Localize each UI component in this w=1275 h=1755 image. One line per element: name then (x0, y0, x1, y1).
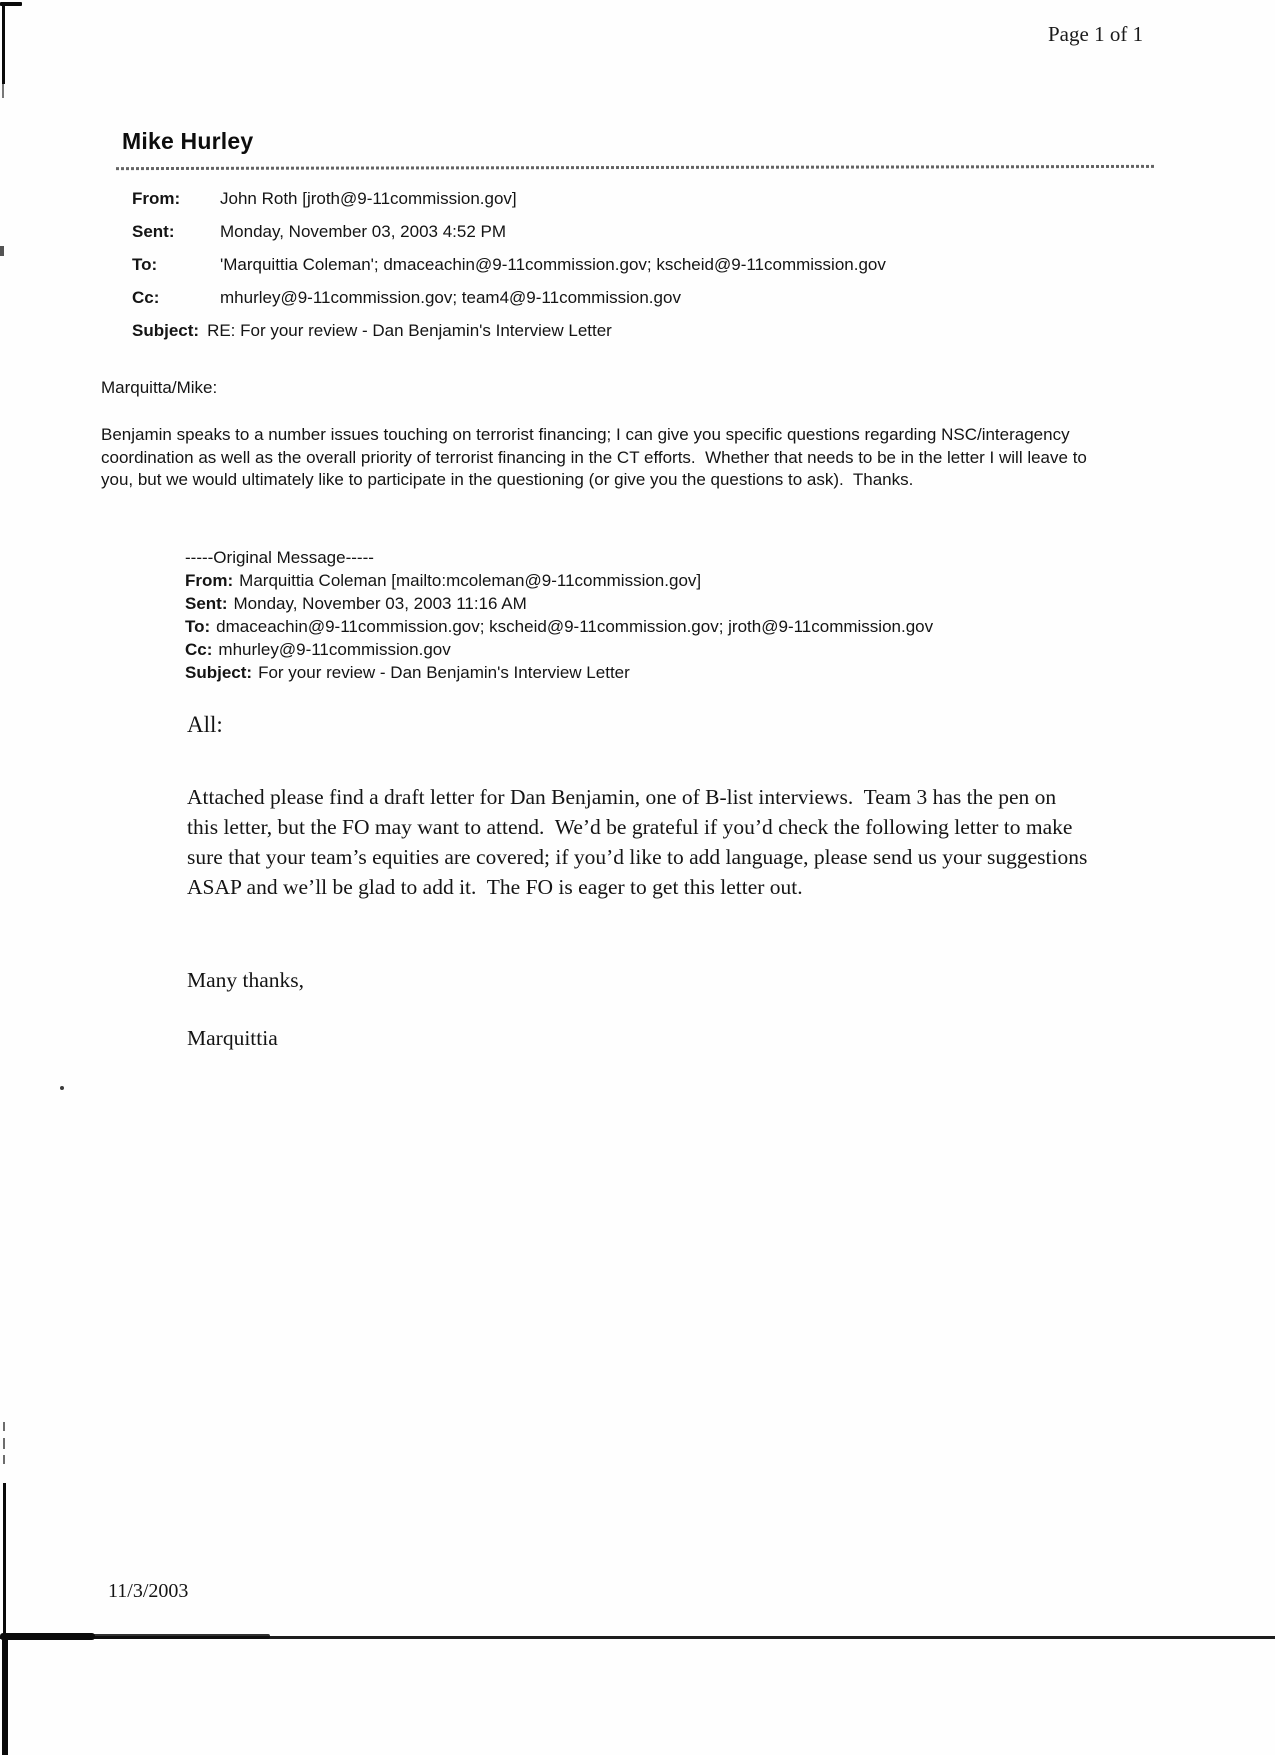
header-label: From: (185, 571, 234, 590)
header-value: John Roth [jroth@9-11commission.gov] (220, 189, 517, 208)
header-value: mhurley@9-11commission.gov (218, 640, 451, 659)
scan-artifact-left-mark (0, 246, 4, 256)
header-value: Monday, November 03, 2003 4:52 PM (220, 222, 507, 241)
body-paragraph: Benjamin speaks to a number issues touching on terrorist financing; I can give you specific questions regarding NSC/interagency coordination as well as the overall priority of terrorist financing in the CT efforts. Whether that needs to be in the letter I will leave to you, but we would ultimately like to participate in the questioning (or give you the questions to ask). Thanks. (101, 425, 1092, 489)
closing-line: Many thanks, (187, 968, 305, 992)
scan-artifact-dot (60, 1086, 64, 1090)
quoted-header-to (185, 615, 1185, 638)
header-label: Sent: (185, 594, 228, 613)
header-row-to (132, 248, 1182, 281)
scan-artifact-bottom-left-dash (3, 1455, 5, 1464)
header-row-sent (132, 215, 1182, 248)
header-label: To: (185, 617, 211, 636)
header-label: To: (132, 255, 158, 274)
header-label: Sent: (132, 222, 175, 241)
header-label: Cc: (132, 288, 160, 307)
header-value: RE: For your review - Dan Benjamin's Interview Letter (207, 321, 612, 340)
scan-artifact-bottom-left-line (3, 1483, 6, 1638)
quoted-separator: -----Original Message----- (185, 548, 374, 567)
header-value: Monday, November 03, 2003 11:16 AM (233, 594, 527, 613)
header-value: For your review - Dan Benjamin's Interview Letter (258, 663, 630, 682)
quoted-header-from (185, 569, 1185, 592)
scan-artifact-bottom-left-thick (2, 1637, 8, 1755)
email-header-block (132, 182, 1182, 347)
header-row-cc (132, 281, 1182, 314)
quoted-header-cc (185, 638, 1185, 661)
quoted-message-block (185, 546, 1185, 684)
header-label: Subject: (132, 321, 200, 340)
header-label: Cc: (185, 640, 213, 659)
quoted-body-paragraph: Attached please find a draft letter for Dan Benjamin, one of B-list interviews. Team 3 has the pen on this letter, but the FO may want to attend. We’d be grateful if you’d check the following letter to make sure that your team’s equities are covered; if you’d like to add language, please send us your suggestions ASAP and we’ll be glad to add it. The FO is eager to get this letter out. (187, 785, 1092, 899)
scan-artifact-bottom-left-dash (3, 1438, 5, 1449)
quoted-header-sent (185, 592, 1185, 615)
header-value: mhurley@9-11commission.gov; team4@9-11commission.gov (220, 288, 681, 307)
header-row-from (132, 182, 1182, 215)
header-divider-rule (116, 165, 1156, 170)
header-value: dmaceachin@9-11commission.gov; kscheid@9-11commission.gov; jroth@9-11commission.gov (216, 617, 934, 636)
scan-artifact-bottom-left-dash (3, 1422, 5, 1431)
scan-artifact-top-left-line (2, 4, 5, 84)
footer-date: 11/3/2003 (108, 1580, 189, 1602)
header-value: Marquittia Coleman [mailto:mcoleman@9-11commission.gov] (239, 571, 702, 590)
signature-name: Marquittia (187, 1026, 278, 1050)
salutation: Marquitta/Mike: (101, 378, 218, 397)
header-label: Subject: (185, 663, 253, 682)
header-row-subject (132, 314, 1182, 347)
scan-artifact-top-left-fade (2, 84, 4, 98)
header-label: From: (132, 189, 181, 208)
header-value: 'Marquittia Coleman'; dmaceachin@9-11commission.gov; kscheid@9-11commission.gov (220, 255, 886, 274)
recipient-name: Mike Hurley (122, 128, 254, 154)
quoted-header-subject (185, 661, 1185, 684)
page-number: Page 1 of 1 (1048, 22, 1144, 46)
scan-artifact-bottom-rule-mid (60, 1634, 270, 1639)
quoted-salutation: All: (187, 712, 223, 737)
